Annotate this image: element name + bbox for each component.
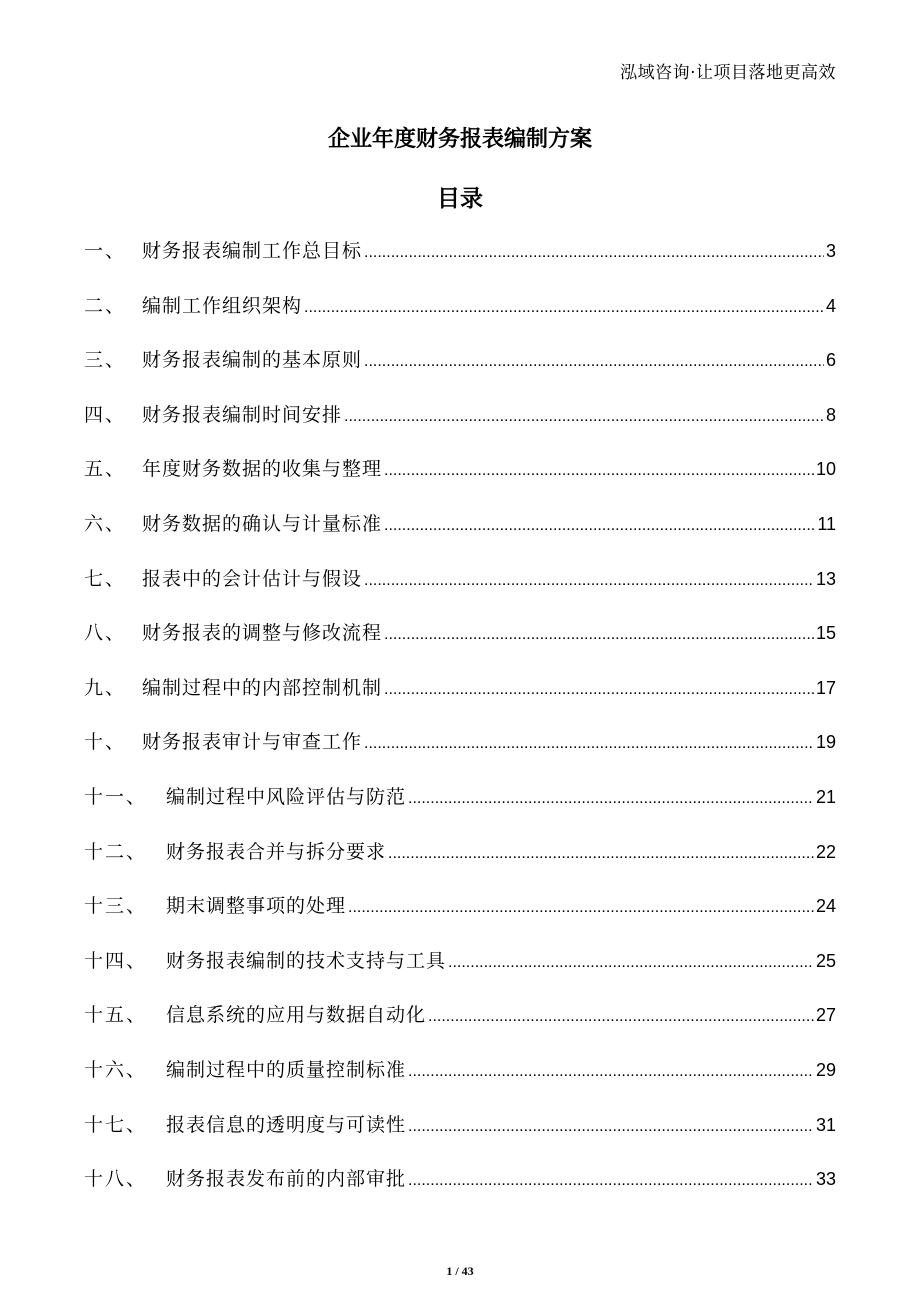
toc-entry-title: 财务报表合并与拆分要求 <box>166 840 387 863</box>
header-tagline: 泓域咨询·让项目落地更高效 <box>620 63 836 83</box>
toc-entry-4[interactable] <box>84 394 836 449</box>
toc-heading: 目录 <box>437 186 483 212</box>
toc-entry-number: 一、 <box>84 240 127 262</box>
toc-entry-page: 8 <box>825 404 836 425</box>
toc-entry-number: 十七、 <box>84 1113 148 1136</box>
toc-entry-7[interactable] <box>84 558 836 613</box>
toc-entry-number: 十四、 <box>84 949 148 972</box>
toc-entry-title: 财务报表审计与审查工作 <box>142 731 363 754</box>
toc-dot-leader <box>384 505 815 547</box>
toc-dot-leader <box>364 341 824 383</box>
toc-entry-14[interactable] <box>84 940 836 995</box>
toc-entry-13[interactable] <box>84 885 836 940</box>
toc-entry-number: 十六、 <box>84 1058 148 1081</box>
toc-dot-leader <box>388 833 814 875</box>
toc-entry-17[interactable] <box>84 1104 836 1159</box>
toc-entry-page: 21 <box>815 786 836 807</box>
document-title: 企业年度财务报表编制方案 <box>327 127 592 152</box>
toc-dot-leader <box>384 614 814 656</box>
toc-entry-number: 九、 <box>84 676 127 699</box>
toc-entry-title: 财务报表编制工作总目标 <box>142 240 363 262</box>
toc-entry-page: 10 <box>815 459 836 480</box>
toc-dot-leader <box>408 1051 814 1093</box>
toc-dot-leader <box>364 723 814 765</box>
toc-entry-page: 31 <box>815 1114 836 1135</box>
toc-dot-leader <box>364 232 824 274</box>
toc-dot-leader <box>304 287 824 329</box>
toc-entry-title: 年度财务数据的收集与整理 <box>142 458 383 481</box>
toc-entry-page: 24 <box>815 896 836 917</box>
toc-entry-18[interactable] <box>84 1158 836 1213</box>
toc-dot-leader <box>348 887 814 929</box>
toc-entry-number: 七、 <box>84 567 127 590</box>
toc-entry-page: 15 <box>815 623 836 644</box>
toc-dot-leader <box>428 996 814 1038</box>
toc-entry-title: 财务报表发布前的内部审批 <box>166 1168 407 1191</box>
toc-dot-leader <box>408 1160 814 1202</box>
toc-entry-page: 17 <box>815 677 836 698</box>
toc-entry-page: 25 <box>815 950 836 971</box>
toc-dot-leader <box>384 450 814 492</box>
toc-entry-number: 三、 <box>84 349 127 372</box>
toc-entry-page: 33 <box>815 1169 836 1190</box>
toc-entry-title: 财务报表的调整与修改流程 <box>142 622 383 645</box>
toc-entry-title: 编制过程中的质量控制标准 <box>166 1058 407 1081</box>
toc-entry-title: 信息系统的应用与数据自动化 <box>166 1004 427 1027</box>
toc-dot-leader <box>384 669 814 711</box>
toc-entry-16[interactable] <box>84 1049 836 1104</box>
toc-entry-12[interactable] <box>84 831 836 886</box>
toc-dot-leader <box>448 942 814 984</box>
toc-entry-3[interactable] <box>84 339 836 394</box>
toc-entry-number: 十八、 <box>84 1168 148 1191</box>
toc-entry-page: 6 <box>825 350 836 371</box>
toc-entry-number: 十一、 <box>84 785 148 808</box>
toc-entry-title: 报表中的会计估计与假设 <box>142 567 363 590</box>
toc-entry-8[interactable] <box>84 612 836 667</box>
toc-entry-9[interactable] <box>84 667 836 722</box>
toc-entry-page: 11 <box>817 513 836 534</box>
toc-entry-title: 期末调整事项的处理 <box>166 895 347 918</box>
toc-entry-1[interactable] <box>84 230 836 285</box>
toc-entry-number: 六、 <box>84 512 127 535</box>
toc-entry-number: 二、 <box>84 294 127 317</box>
toc-entry-number: 八、 <box>84 622 127 645</box>
toc-entry-5[interactable] <box>84 448 836 503</box>
toc-entry-15[interactable] <box>84 994 836 1049</box>
toc-dot-leader <box>408 1106 814 1148</box>
toc-entry-10[interactable] <box>84 721 836 776</box>
toc-entry-page: 13 <box>815 568 836 589</box>
toc-dot-leader <box>408 778 814 820</box>
toc-entry-number: 十、 <box>84 731 127 754</box>
toc-entry-page: 22 <box>815 841 836 862</box>
toc-entry-title: 编制过程中的内部控制机制 <box>142 676 383 699</box>
toc-entry-title: 编制过程中风险评估与防范 <box>166 785 407 808</box>
toc-entry-page: 3 <box>825 241 836 261</box>
toc-entry-title: 财务数据的确认与计量标准 <box>142 512 383 535</box>
toc-entry-title: 财务报表编制的基本原则 <box>142 349 363 372</box>
toc-entry-title: 报表信息的透明度与可读性 <box>166 1113 407 1136</box>
toc-entry-title: 财务报表编制的技术支持与工具 <box>166 949 447 972</box>
toc-entry-title: 编制工作组织架构 <box>142 294 303 317</box>
toc-entry-number: 十五、 <box>84 1004 148 1027</box>
page-indicator: 1 / 43 <box>446 1264 474 1278</box>
toc-dot-leader <box>344 396 824 438</box>
toc-entry-page: 19 <box>815 732 836 753</box>
toc-entry-6[interactable] <box>84 503 836 558</box>
table-of-contents <box>84 230 836 1213</box>
toc-entry-number: 五、 <box>84 458 127 481</box>
toc-entry-page: 29 <box>815 1059 836 1080</box>
toc-entry-number: 十三、 <box>84 895 148 918</box>
toc-entry-page: 27 <box>815 1005 836 1026</box>
toc-entry-page: 4 <box>825 295 836 316</box>
toc-entry-number: 十二、 <box>84 840 148 863</box>
toc-entry-11[interactable] <box>84 776 836 831</box>
toc-entry-number: 四、 <box>84 403 127 426</box>
toc-entry-title: 财务报表编制时间安排 <box>142 403 343 426</box>
toc-entry-2[interactable] <box>84 285 836 340</box>
toc-dot-leader <box>364 560 814 602</box>
